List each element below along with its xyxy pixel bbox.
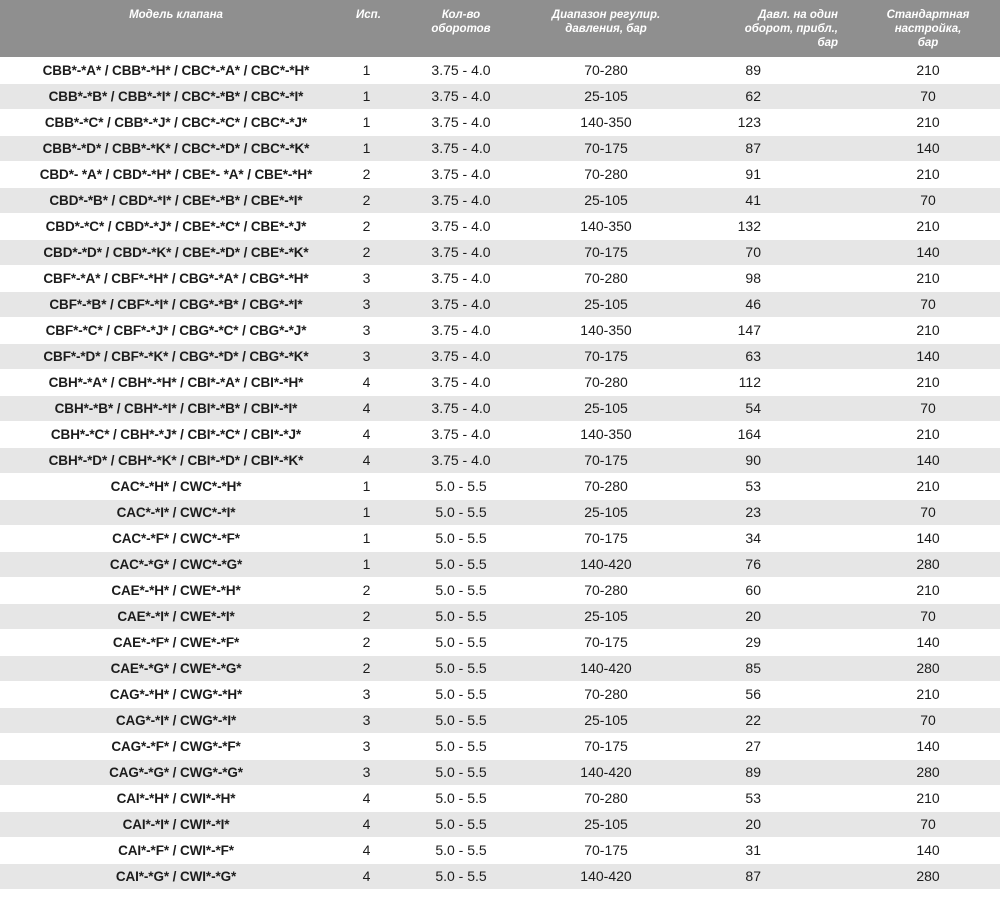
turns-cell: 5.0 - 5.5 bbox=[381, 499, 541, 525]
table-row bbox=[0, 785, 1000, 811]
version-cell: 4 bbox=[352, 811, 381, 837]
pressure-range-cell: 25-105 bbox=[541, 707, 671, 733]
pressure-range-cell: 70-175 bbox=[541, 239, 671, 265]
standard-setting-cell: 140 bbox=[856, 343, 1000, 369]
pressure-range-cell: 25-105 bbox=[541, 187, 671, 213]
turns-cell: 3.75 - 4.0 bbox=[381, 57, 541, 83]
pressure-range-cell: 140-420 bbox=[541, 863, 671, 889]
version-cell: 1 bbox=[352, 109, 381, 135]
standard-setting-cell: 70 bbox=[856, 83, 1000, 109]
version-cell: 3 bbox=[352, 343, 381, 369]
turns-cell: 5.0 - 5.5 bbox=[381, 811, 541, 837]
valve-model-cell: CAC*-*I* / CWC*-*I* bbox=[0, 499, 352, 525]
table-row bbox=[0, 863, 1000, 889]
turns-cell: 5.0 - 5.5 bbox=[381, 837, 541, 863]
valve-model-cell: CAG*-*F* / CWG*-*F* bbox=[0, 733, 352, 759]
turns-cell: 3.75 - 4.0 bbox=[381, 187, 541, 213]
standard-setting-cell: 280 bbox=[856, 551, 1000, 577]
pressure-per-turn-cell: 112 bbox=[671, 369, 856, 395]
table-row bbox=[0, 291, 1000, 317]
turns-cell: 5.0 - 5.5 bbox=[381, 603, 541, 629]
pressure-range-cell: 70-280 bbox=[541, 161, 671, 187]
valve-model-cell: CBB*-*D* / CBB*-*K* / CBC*-*D* / CBC*-*K* bbox=[0, 135, 352, 161]
pressure-per-turn-cell: 22 bbox=[671, 707, 856, 733]
standard-setting-cell: 70 bbox=[856, 291, 1000, 317]
table-row bbox=[0, 421, 1000, 447]
header-valve-model: Модель клапана bbox=[0, 0, 352, 57]
valve-model-cell: CBH*-*C* / CBH*-*J* / CBI*-*C* / CBI*-*J* bbox=[0, 421, 352, 447]
pressure-range-cell: 25-105 bbox=[541, 603, 671, 629]
version-cell: 4 bbox=[352, 369, 381, 395]
table-row bbox=[0, 759, 1000, 785]
valve-model-cell: CBD*-*B* / CBD*-*I* / CBE*-*B* / CBE*-*I* bbox=[0, 187, 352, 213]
valve-model-cell: CBB*-*B* / CBB*-*I* / CBC*-*B* / CBC*-*I* bbox=[0, 83, 352, 109]
standard-setting-cell: 70 bbox=[856, 707, 1000, 733]
turns-cell: 3.75 - 4.0 bbox=[381, 395, 541, 421]
table-row bbox=[0, 161, 1000, 187]
standard-setting-cell: 210 bbox=[856, 577, 1000, 603]
standard-setting-cell: 210 bbox=[856, 369, 1000, 395]
turns-cell: 3.75 - 4.0 bbox=[381, 83, 541, 109]
version-cell: 1 bbox=[352, 135, 381, 161]
table-row bbox=[0, 655, 1000, 681]
table-row bbox=[0, 811, 1000, 837]
standard-setting-cell: 210 bbox=[856, 473, 1000, 499]
pressure-per-turn-cell: 53 bbox=[671, 473, 856, 499]
pressure-range-cell: 140-350 bbox=[541, 421, 671, 447]
standard-setting-cell: 210 bbox=[856, 213, 1000, 239]
pressure-per-turn-cell: 147 bbox=[671, 317, 856, 343]
pressure-per-turn-cell: 63 bbox=[671, 343, 856, 369]
standard-setting-cell: 210 bbox=[856, 317, 1000, 343]
version-cell: 4 bbox=[352, 421, 381, 447]
table-row bbox=[0, 343, 1000, 369]
turns-cell: 5.0 - 5.5 bbox=[381, 551, 541, 577]
version-cell: 3 bbox=[352, 733, 381, 759]
turns-cell: 5.0 - 5.5 bbox=[381, 629, 541, 655]
pressure-per-turn-cell: 62 bbox=[671, 83, 856, 109]
standard-setting-cell: 140 bbox=[856, 837, 1000, 863]
version-cell: 3 bbox=[352, 707, 381, 733]
pressure-per-turn-cell: 89 bbox=[671, 759, 856, 785]
pressure-range-cell: 70-280 bbox=[541, 473, 671, 499]
header-pressure-range: Диапазон регулир. давления, бар bbox=[541, 0, 671, 57]
pressure-per-turn-cell: 70 bbox=[671, 239, 856, 265]
standard-setting-cell: 210 bbox=[856, 681, 1000, 707]
table-row bbox=[0, 239, 1000, 265]
table-row bbox=[0, 473, 1000, 499]
pressure-range-cell: 140-420 bbox=[541, 655, 671, 681]
valve-model-cell: CBF*-*B* / CBF*-*I* / CBG*-*B* / CBG*-*I* bbox=[0, 291, 352, 317]
valve-model-cell: CBD*- *A* / CBD*-*H* / CBE*- *A* / CBE*-*H* bbox=[0, 161, 352, 187]
table-row bbox=[0, 681, 1000, 707]
pressure-range-cell: 70-280 bbox=[541, 785, 671, 811]
pressure-range-cell: 25-105 bbox=[541, 811, 671, 837]
version-cell: 2 bbox=[352, 187, 381, 213]
pressure-range-cell: 70-175 bbox=[541, 837, 671, 863]
table-row bbox=[0, 577, 1000, 603]
standard-setting-cell: 140 bbox=[856, 629, 1000, 655]
table-row bbox=[0, 57, 1000, 83]
header-turns: Кол-во оборотов bbox=[381, 0, 541, 57]
valve-model-cell: CAG*-*H* / CWG*-*H* bbox=[0, 681, 352, 707]
table-row bbox=[0, 733, 1000, 759]
table-row bbox=[0, 265, 1000, 291]
turns-cell: 3.75 - 4.0 bbox=[381, 239, 541, 265]
header-pressure-per-turn: Давл. на один оборот, прибл., бар bbox=[671, 0, 856, 57]
pressure-range-cell: 140-350 bbox=[541, 213, 671, 239]
table-row bbox=[0, 551, 1000, 577]
valve-model-cell: CBH*-*B* / CBH*-*I* / CBI*-*B* / CBI*-*I* bbox=[0, 395, 352, 421]
table-row bbox=[0, 395, 1000, 421]
turns-cell: 3.75 - 4.0 bbox=[381, 421, 541, 447]
pressure-range-cell: 25-105 bbox=[541, 499, 671, 525]
pressure-per-turn-cell: 123 bbox=[671, 109, 856, 135]
table-row bbox=[0, 369, 1000, 395]
table-body bbox=[0, 57, 1000, 889]
version-cell: 4 bbox=[352, 837, 381, 863]
valve-model-cell: CBD*-*C* / CBD*-*J* / CBE*-*C* / CBE*-*J* bbox=[0, 213, 352, 239]
table-row bbox=[0, 837, 1000, 863]
version-cell: 1 bbox=[352, 551, 381, 577]
pressure-per-turn-cell: 60 bbox=[671, 577, 856, 603]
valve-model-cell: CAI*-*G* / CWI*-*G* bbox=[0, 863, 352, 889]
turns-cell: 5.0 - 5.5 bbox=[381, 681, 541, 707]
turns-cell: 3.75 - 4.0 bbox=[381, 343, 541, 369]
pressure-per-turn-cell: 91 bbox=[671, 161, 856, 187]
header-standard-setting: Стандартная настройка, бар bbox=[856, 0, 1000, 57]
pressure-per-turn-cell: 27 bbox=[671, 733, 856, 759]
valve-model-cell: CAE*-*G* / CWE*-*G* bbox=[0, 655, 352, 681]
version-cell: 1 bbox=[352, 473, 381, 499]
pressure-per-turn-cell: 20 bbox=[671, 811, 856, 837]
pressure-per-turn-cell: 164 bbox=[671, 421, 856, 447]
pressure-range-cell: 70-175 bbox=[541, 733, 671, 759]
pressure-per-turn-cell: 56 bbox=[671, 681, 856, 707]
version-cell: 1 bbox=[352, 499, 381, 525]
pressure-per-turn-cell: 20 bbox=[671, 603, 856, 629]
standard-setting-cell: 140 bbox=[856, 447, 1000, 473]
table-header bbox=[0, 0, 1000, 57]
version-cell: 3 bbox=[352, 265, 381, 291]
version-cell: 3 bbox=[352, 291, 381, 317]
pressure-per-turn-cell: 54 bbox=[671, 395, 856, 421]
table-row bbox=[0, 499, 1000, 525]
version-cell: 2 bbox=[352, 213, 381, 239]
turns-cell: 3.75 - 4.0 bbox=[381, 135, 541, 161]
turns-cell: 3.75 - 4.0 bbox=[381, 291, 541, 317]
standard-setting-cell: 210 bbox=[856, 109, 1000, 135]
table-row bbox=[0, 135, 1000, 161]
pressure-range-cell: 70-175 bbox=[541, 343, 671, 369]
version-cell: 2 bbox=[352, 239, 381, 265]
pressure-range-cell: 70-175 bbox=[541, 629, 671, 655]
version-cell: 2 bbox=[352, 577, 381, 603]
table-row bbox=[0, 629, 1000, 655]
table-row bbox=[0, 213, 1000, 239]
turns-cell: 3.75 - 4.0 bbox=[381, 109, 541, 135]
valve-model-cell: CAC*-*H* / CWC*-*H* bbox=[0, 473, 352, 499]
pressure-per-turn-cell: 41 bbox=[671, 187, 856, 213]
standard-setting-cell: 70 bbox=[856, 499, 1000, 525]
version-cell: 4 bbox=[352, 863, 381, 889]
version-cell: 2 bbox=[352, 655, 381, 681]
table-row bbox=[0, 317, 1000, 343]
table-row bbox=[0, 525, 1000, 551]
pressure-range-cell: 70-175 bbox=[541, 525, 671, 551]
valve-model-cell: CAG*-*G* / CWG*-*G* bbox=[0, 759, 352, 785]
valve-model-cell: CBH*-*A* / CBH*-*H* / CBI*-*A* / CBI*-*H* bbox=[0, 369, 352, 395]
valve-model-cell: CAI*-*H* / CWI*-*H* bbox=[0, 785, 352, 811]
standard-setting-cell: 140 bbox=[856, 135, 1000, 161]
version-cell: 1 bbox=[352, 83, 381, 109]
pressure-per-turn-cell: 31 bbox=[671, 837, 856, 863]
turns-cell: 5.0 - 5.5 bbox=[381, 525, 541, 551]
valve-model-cell: CAE*-*H* / CWE*-*H* bbox=[0, 577, 352, 603]
valve-model-cell: CBB*-*C* / CBB*-*J* / CBC*-*C* / CBC*-*J* bbox=[0, 109, 352, 135]
valve-model-cell: CBB*-*A* / CBB*-*H* / CBC*-*A* / CBC*-*H* bbox=[0, 57, 352, 83]
turns-cell: 5.0 - 5.5 bbox=[381, 577, 541, 603]
standard-setting-cell: 210 bbox=[856, 265, 1000, 291]
table-row bbox=[0, 109, 1000, 135]
version-cell: 2 bbox=[352, 603, 381, 629]
valve-model-cell: CAC*-*G* / CWC*-*G* bbox=[0, 551, 352, 577]
version-cell: 2 bbox=[352, 161, 381, 187]
valve-model-cell: CAE*-*I* / CWE*-*I* bbox=[0, 603, 352, 629]
pressure-per-turn-cell: 29 bbox=[671, 629, 856, 655]
pressure-per-turn-cell: 53 bbox=[671, 785, 856, 811]
standard-setting-cell: 210 bbox=[856, 785, 1000, 811]
version-cell: 3 bbox=[352, 317, 381, 343]
pressure-range-cell: 70-280 bbox=[541, 681, 671, 707]
turns-cell: 5.0 - 5.5 bbox=[381, 733, 541, 759]
version-cell: 1 bbox=[352, 525, 381, 551]
turns-cell: 3.75 - 4.0 bbox=[381, 369, 541, 395]
valve-model-cell: CBD*-*D* / CBD*-*K* / CBE*-*D* / CBE*-*K* bbox=[0, 239, 352, 265]
pressure-per-turn-cell: 89 bbox=[671, 57, 856, 83]
turns-cell: 5.0 - 5.5 bbox=[381, 863, 541, 889]
valve-model-cell: CAI*-*F* / CWI*-*F* bbox=[0, 837, 352, 863]
version-cell: 3 bbox=[352, 681, 381, 707]
pressure-range-cell: 140-420 bbox=[541, 551, 671, 577]
version-cell: 2 bbox=[352, 629, 381, 655]
pressure-range-cell: 70-280 bbox=[541, 577, 671, 603]
pressure-per-turn-cell: 76 bbox=[671, 551, 856, 577]
table-row bbox=[0, 187, 1000, 213]
table-row bbox=[0, 447, 1000, 473]
turns-cell: 5.0 - 5.5 bbox=[381, 785, 541, 811]
pressure-range-cell: 70-175 bbox=[541, 447, 671, 473]
valve-model-cell: CBF*-*D* / CBF*-*K* / CBG*-*D* / CBG*-*K* bbox=[0, 343, 352, 369]
table-row bbox=[0, 603, 1000, 629]
pressure-range-cell: 140-420 bbox=[541, 759, 671, 785]
header-row bbox=[0, 0, 1000, 57]
pressure-per-turn-cell: 34 bbox=[671, 525, 856, 551]
pressure-per-turn-cell: 87 bbox=[671, 135, 856, 161]
pressure-per-turn-cell: 132 bbox=[671, 213, 856, 239]
table-row bbox=[0, 707, 1000, 733]
pressure-range-cell: 25-105 bbox=[541, 83, 671, 109]
valve-model-cell: CAE*-*F* / CWE*-*F* bbox=[0, 629, 352, 655]
valve-model-cell: CAC*-*F* / CWC*-*F* bbox=[0, 525, 352, 551]
standard-setting-cell: 140 bbox=[856, 525, 1000, 551]
pressure-range-cell: 70-280 bbox=[541, 57, 671, 83]
pressure-per-turn-cell: 46 bbox=[671, 291, 856, 317]
pressure-per-turn-cell: 90 bbox=[671, 447, 856, 473]
standard-setting-cell: 280 bbox=[856, 863, 1000, 889]
standard-setting-cell: 280 bbox=[856, 655, 1000, 681]
pressure-range-cell: 25-105 bbox=[541, 291, 671, 317]
valve-model-cell: CBH*-*D* / CBH*-*K* / CBI*-*D* / CBI*-*K* bbox=[0, 447, 352, 473]
pressure-per-turn-cell: 85 bbox=[671, 655, 856, 681]
standard-setting-cell: 140 bbox=[856, 239, 1000, 265]
valve-model-cell: CBF*-*C* / CBF*-*J* / CBG*-*C* / CBG*-*J* bbox=[0, 317, 352, 343]
standard-setting-cell: 70 bbox=[856, 187, 1000, 213]
standard-setting-cell: 210 bbox=[856, 421, 1000, 447]
version-cell: 4 bbox=[352, 447, 381, 473]
valve-model-cell: CAG*-*I* / CWG*-*I* bbox=[0, 707, 352, 733]
turns-cell: 3.75 - 4.0 bbox=[381, 213, 541, 239]
table-row bbox=[0, 83, 1000, 109]
turns-cell: 5.0 - 5.5 bbox=[381, 473, 541, 499]
turns-cell: 5.0 - 5.5 bbox=[381, 759, 541, 785]
pressure-range-cell: 25-105 bbox=[541, 395, 671, 421]
standard-setting-cell: 140 bbox=[856, 733, 1000, 759]
standard-setting-cell: 210 bbox=[856, 161, 1000, 187]
turns-cell: 3.75 - 4.0 bbox=[381, 161, 541, 187]
pressure-range-cell: 70-280 bbox=[541, 265, 671, 291]
turns-cell: 3.75 - 4.0 bbox=[381, 317, 541, 343]
pressure-range-cell: 140-350 bbox=[541, 317, 671, 343]
turns-cell: 5.0 - 5.5 bbox=[381, 655, 541, 681]
pressure-per-turn-cell: 98 bbox=[671, 265, 856, 291]
standard-setting-cell: 280 bbox=[856, 759, 1000, 785]
pressure-per-turn-cell: 87 bbox=[671, 863, 856, 889]
standard-setting-cell: 70 bbox=[856, 811, 1000, 837]
valve-model-cell: CBF*-*A* / CBF*-*H* / CBG*-*A* / CBG*-*H* bbox=[0, 265, 352, 291]
pressure-range-cell: 70-280 bbox=[541, 369, 671, 395]
pressure-range-cell: 140-350 bbox=[541, 109, 671, 135]
pressure-range-cell: 70-175 bbox=[541, 135, 671, 161]
turns-cell: 3.75 - 4.0 bbox=[381, 265, 541, 291]
version-cell: 3 bbox=[352, 759, 381, 785]
turns-cell: 3.75 - 4.0 bbox=[381, 447, 541, 473]
version-cell: 4 bbox=[352, 395, 381, 421]
header-version: Исп. bbox=[352, 0, 381, 57]
version-cell: 1 bbox=[352, 57, 381, 83]
version-cell: 4 bbox=[352, 785, 381, 811]
standard-setting-cell: 70 bbox=[856, 395, 1000, 421]
standard-setting-cell: 210 bbox=[856, 57, 1000, 83]
pressure-per-turn-cell: 23 bbox=[671, 499, 856, 525]
valve-model-cell: CAI*-*I* / CWI*-*I* bbox=[0, 811, 352, 837]
turns-cell: 5.0 - 5.5 bbox=[381, 707, 541, 733]
standard-setting-cell: 70 bbox=[856, 603, 1000, 629]
